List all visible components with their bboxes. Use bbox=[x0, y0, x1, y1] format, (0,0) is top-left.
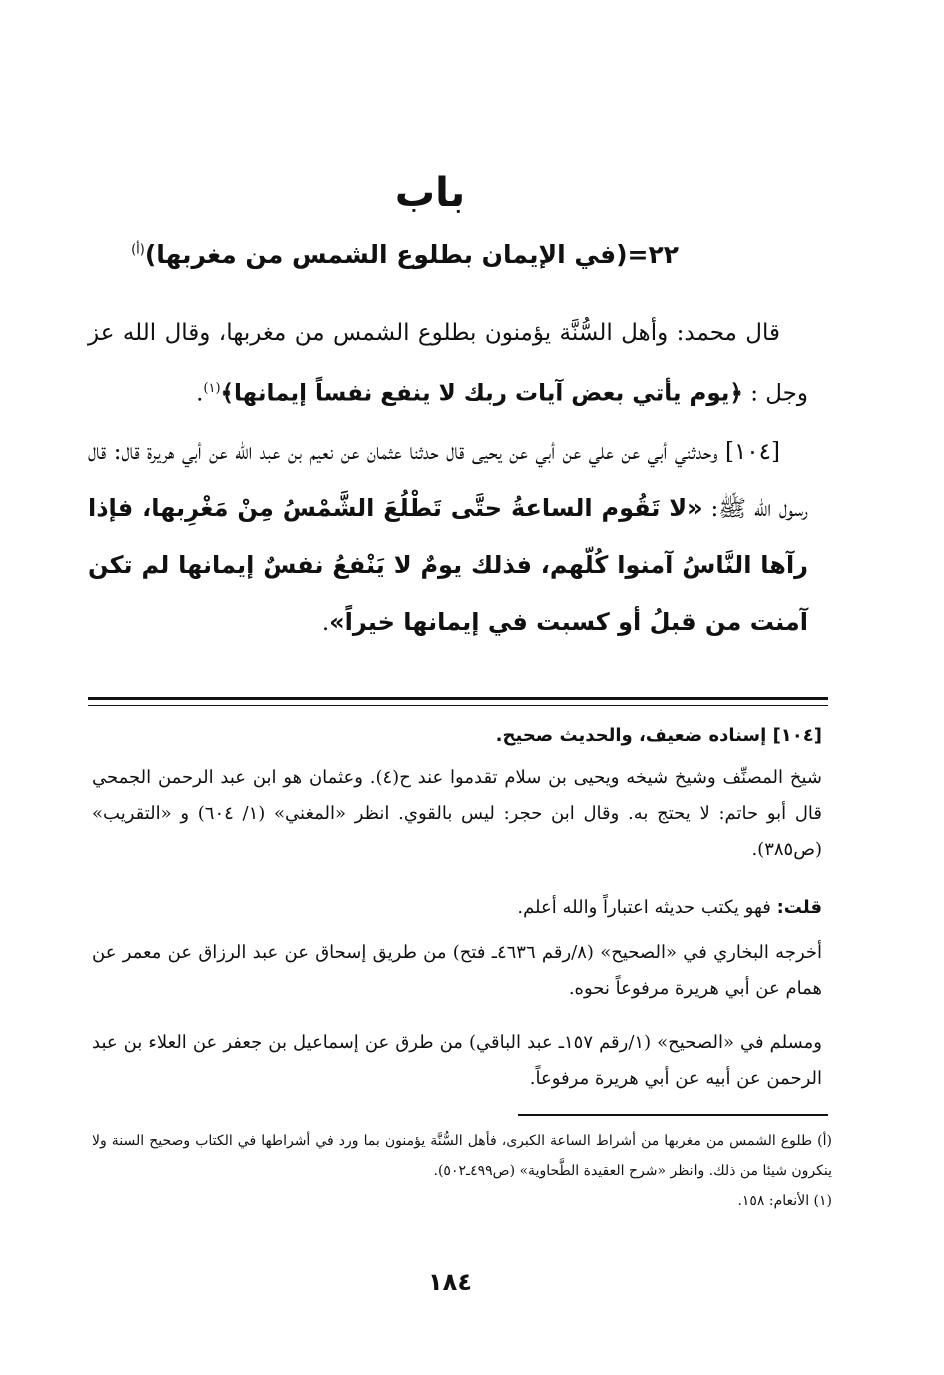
section-divider-thick bbox=[88, 697, 828, 700]
intro-paragraph bbox=[88, 305, 808, 422]
footnote-1: (١) الأنعام: ١٥٨. bbox=[737, 1193, 832, 1209]
intro-end: . bbox=[196, 380, 204, 407]
hadith-number: [١٠٤] bbox=[724, 439, 780, 465]
intro-text: قال محمد: وأهل السُّنَّة يؤمنون بطلوع الشمس من مغربها، وقال الله عز وجل : bbox=[88, 320, 808, 407]
hadith-end: . bbox=[321, 610, 330, 636]
footnote-marker-1: (١) bbox=[203, 381, 221, 396]
page-number: ١٨٤ bbox=[428, 1268, 472, 1296]
footnote-a: (أ) طلوع الشمس من مغربها من أشراط الساعة الكبرى، فأهل السُّنَّة يؤمنون بما ورد في أشراطها في الكتاب وصحيح السنة ولا ينكرون شيئا من ذلك. وانظر «شرح العقيدة الطَّحاوية» (ص٤٩٩ـ٥٠٢). bbox=[92, 1133, 832, 1179]
takhrij-bukhari: أخرجه البخاري في «الصحيح» (٨/رقم ٤٦٣٦ـ فتح) من طريق إسحاق عن عبد الرزاق عن معمر عن همام عن أبي هريرة مرفوعاً نحوه. bbox=[92, 942, 823, 999]
takhrij-note-text: فهو يكتب حديثه اعتباراً والله أعلم. bbox=[517, 897, 771, 918]
hadith-paragraph bbox=[88, 424, 808, 651]
chapter-heading: باب bbox=[394, 170, 466, 216]
footnote-divider bbox=[518, 1114, 828, 1116]
quran-verse: ﴿يوم يأتي بعض آيات ربك لا ينفع نفساً إيمانها﴾ bbox=[220, 380, 743, 407]
chapter-title-text: =(في الإيمان بطلوع الشمس من مغربها) bbox=[144, 240, 649, 269]
footnotes bbox=[92, 1126, 832, 1216]
takhrij-heading: [١٠٤] إسناده ضعيف، والحديث صحيح. bbox=[495, 725, 822, 746]
section-divider-thin bbox=[88, 705, 828, 706]
footnote-marker-a: (أ) bbox=[131, 242, 145, 258]
takhrij-narrators: شيخ المصنِّف وشيخ شيخه ويحيى بن سلام تقدموا عند ح(٤). وعثمان هو ابن عبد الرحمن الجمحي قال أبو حاتم: لا يحتج به. وقال ابن حجر: ليس بالقوي. انظر «المغني» (١/ ٦٠٤) و «التقريب» (ص٣٨٥). bbox=[92, 767, 822, 860]
chapter-number: ٢٢ bbox=[648, 240, 679, 269]
takhrij-note-label: قلت: bbox=[776, 897, 822, 918]
chapter-title bbox=[131, 240, 679, 269]
hadith-text: «لا تَقُوم الساعةُ حتَّى تَطْلُعَ الشَّمْسُ مِنْ مَغْرِبها، فإذا رآها النَّاسُ آمنوا كُلّهم، فذلك يومٌ لا يَنْفعُ نفسٌ إيمانها لم تكن آمنت من قبلُ أو كسبت في إيمانها خيراً» bbox=[88, 494, 808, 636]
hadith-isnad: وحدثني أبي عن علي عن أبي عن يحيى قال حدثنا عثمان عن نعيم بن عبد الله عن أبي هريرة قال: قال رسول الله ﷺ: bbox=[88, 439, 809, 522]
takhrij-note bbox=[92, 890, 822, 926]
takhrij-muslim: ومسلم في «الصحيح» (١/رقم ١٥٧ـ عبد الباقي) من طرق عن إسماعيل بن جعفر عن العلاء بن عبد الرحمن عن أبيه عن أبي هريرة مرفوعاً. bbox=[92, 1032, 822, 1089]
